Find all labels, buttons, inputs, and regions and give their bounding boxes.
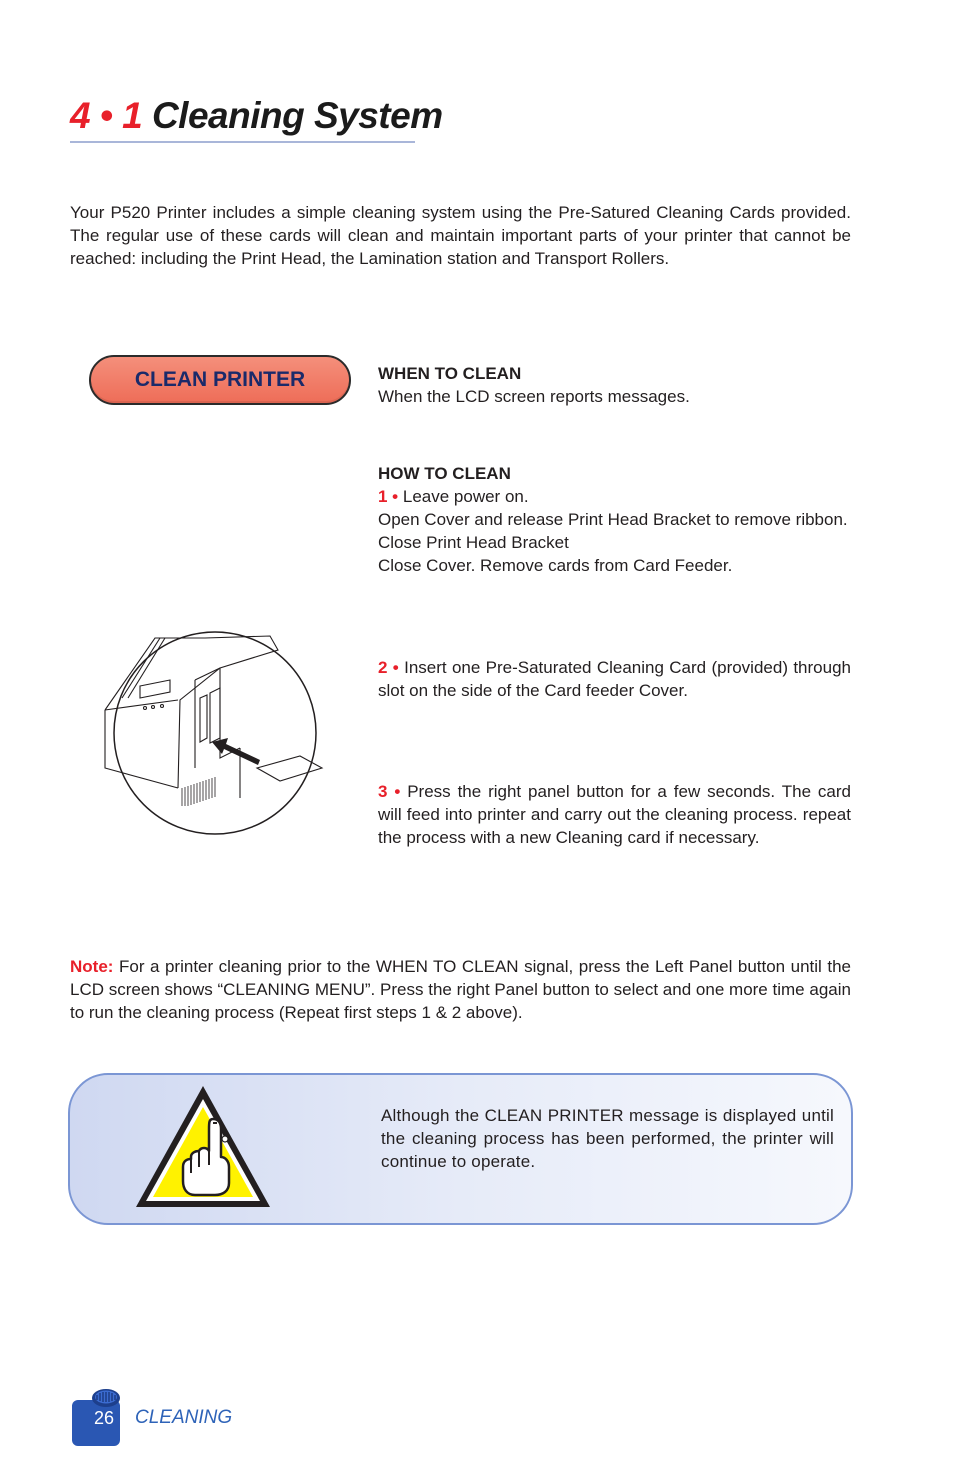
step-1-line-3: Close Print Head Bracket (378, 533, 569, 552)
page-number: 26 (94, 1408, 115, 1428)
clean-printer-badge (89, 355, 351, 405)
step-1-line-1: 1 • Leave power on. (378, 487, 529, 506)
step-3-text: Press the right panel button for a few seconds. The card will feed into printer and carry out the cleaning process. repeat the process with a new Cleaning card if necessary. (378, 782, 851, 847)
note-paragraph (70, 955, 851, 1024)
step-2-text: Insert one Pre-Saturated Cleaning Card (provided) through slot on the side of the Card feeder Cover. (378, 658, 851, 700)
step-3 (378, 780, 851, 849)
clean-printer-badge-label: CLEAN PRINTER (134, 368, 306, 391)
page-title (70, 95, 443, 137)
step-2-number: 2 • (378, 658, 399, 677)
step-1-line-4: Close Cover. Remove cards from Card Feeder. (378, 556, 733, 575)
section-title: Cleaning System (151, 95, 443, 136)
note-text: For a printer cleaning prior to the WHEN TO CLEAN signal, press the Left Panel button until the LCD screen shows “CLEANING MENU”. Press the right Panel button to select and one more time again to run the cleaning process (Repeat first steps 1 & 2 above). (70, 957, 851, 1022)
warning-hand-icon (133, 1083, 273, 1210)
step-1-number: 1 • (378, 487, 399, 506)
intro-paragraph: Your P520 Printer includes a simple cleaning system using the Pre-Satured Cleaning Cards provided. The regular use of these cards will clean and maintain important parts of your printer that cannot be reached: including the Print Head, the Lamination station and Transport Rollers. (70, 203, 851, 268)
how-to-clean (378, 462, 851, 577)
note-label: Note: (70, 957, 114, 976)
warning-text: Although the CLEAN PRINTER message is displayed until the cleaning process has been performed, the printer will continue to operate. (381, 1106, 834, 1171)
printer-illustration (100, 628, 330, 838)
footer-section-label: CLEANING (135, 1407, 233, 1428)
step-2 (378, 656, 851, 702)
step-1-line-2: Open Cover and release Print Head Bracket to remove ribbon. (378, 510, 848, 529)
step-3-number: 3 • (378, 782, 401, 801)
section-number: 4 • 1 (70, 95, 143, 136)
title-underline (70, 141, 415, 143)
when-to-clean-heading: WHEN TO CLEAN (378, 364, 522, 383)
when-to-clean (378, 362, 851, 408)
how-to-clean-heading: HOW TO CLEAN (378, 464, 511, 483)
when-to-clean-text: When the LCD screen reports messages. (378, 387, 690, 406)
